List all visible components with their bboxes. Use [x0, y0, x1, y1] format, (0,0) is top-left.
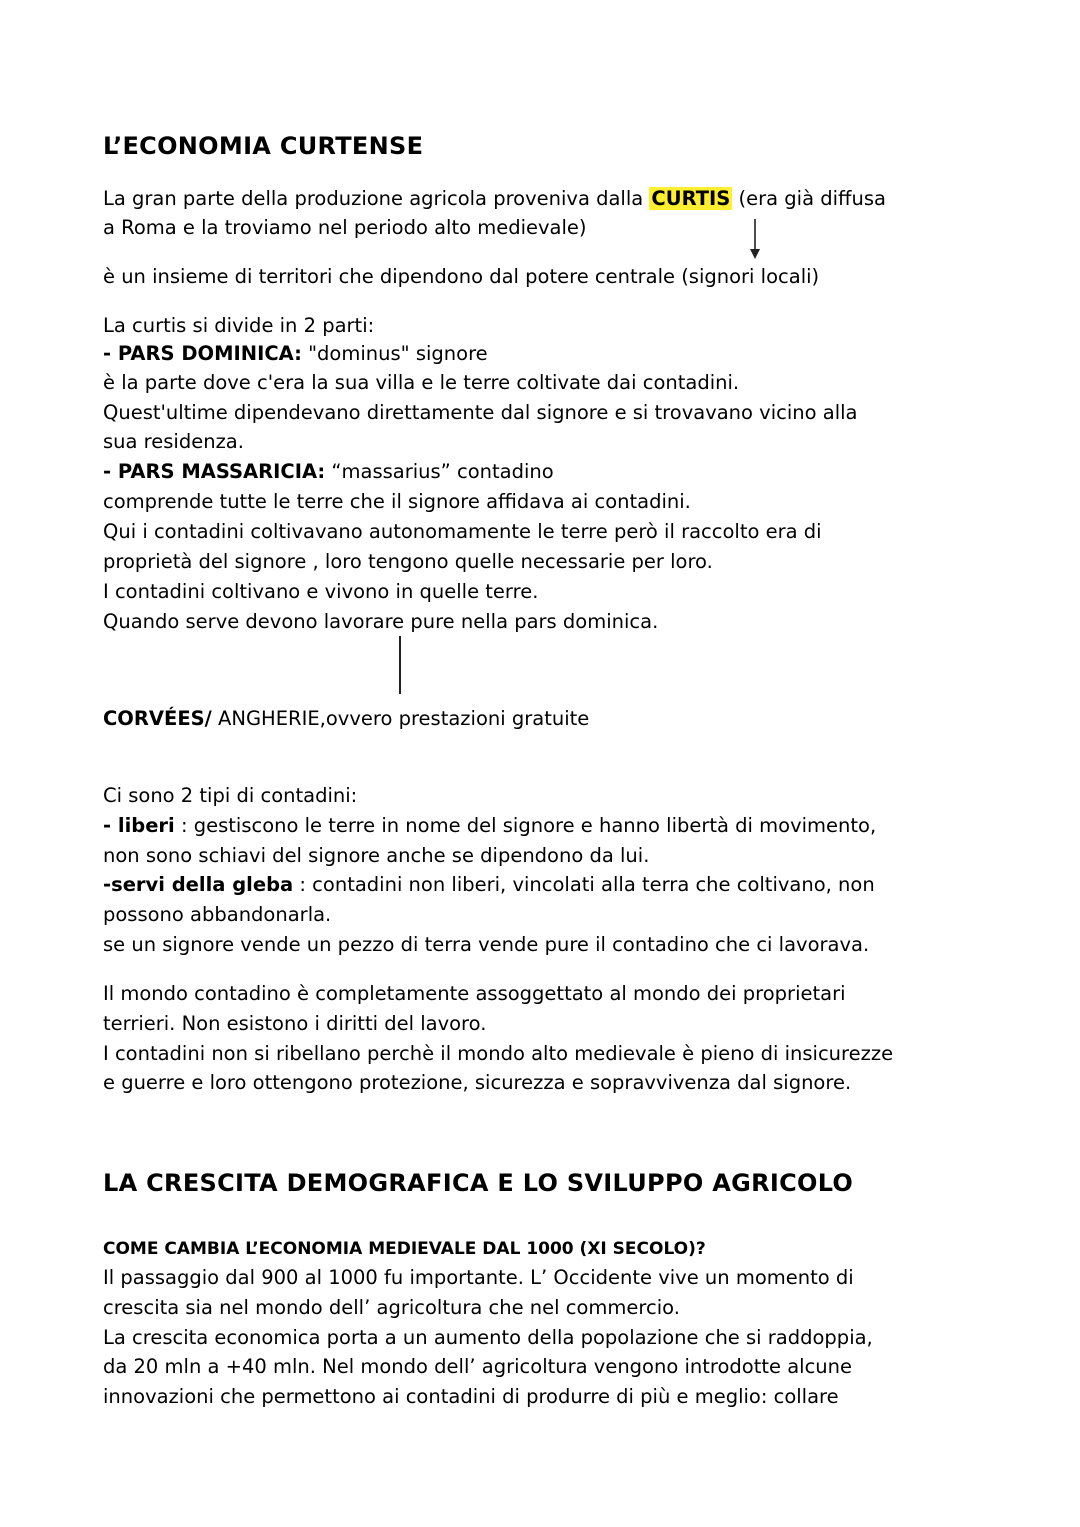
corvees-line: CORVÉES/ ANGHERIE,ovvero prestazioni gratuite [103, 707, 590, 730]
curtis-definition: è un insieme di territori che dipendono dal potere centrale (signori locali) [103, 265, 820, 288]
intro-line-2: a Roma e la troviamo nel periodo alto medievale) [103, 216, 587, 239]
section2-line-1: Il passaggio dal 900 al 1000 fu importante. L’ Occidente vive un momento di [103, 1266, 854, 1289]
servi-line-1: -servi della gleba : contadini non liberi, vincolati alla terra che coltivano, non [103, 873, 875, 896]
section-title-economia-curtense: L’ECONOMIA CURTENSE [103, 132, 424, 160]
section2-line-5: innovazioni che permettono ai contadini di produrre di più e meglio: collare [103, 1385, 839, 1408]
down-arrow-icon [749, 219, 761, 259]
servi-line-2: possono abbandonarla. [103, 903, 332, 926]
section-title-crescita-demografica: LA CRESCITA DEMOGRAFICA E LO SVILUPPO AGRICOLO [103, 1169, 854, 1197]
pars-massaricia-line-2: Qui i contadini coltivavano autonomamente le terre però il raccolto era di [103, 520, 822, 543]
section2-line-4: da 20 mln a +40 mln. Nel mondo dell’ agricoltura vengono introdotte alcune [103, 1355, 853, 1378]
pars-dominica-line-2: Quest'ultime dipendevano direttamente dal signore e si trovavano vicino alla [103, 401, 858, 424]
pars-massaricia-line-5: Quando serve devono lavorare pure nella pars dominica. [103, 610, 659, 633]
pars-dominica-line-1: è la parte dove c'era la sua villa e le terre coltivate dai contadini. [103, 371, 740, 394]
servi-line-3: se un signore vende un pezzo di terra vende pure il contadino che ci lavorava. [103, 933, 870, 956]
world-line-4: e guerre e loro ottengono protezione, sicurezza e sopravvivenza dal signore. [103, 1071, 852, 1094]
intro-line-1: La gran parte della produzione agricola proveniva dalla CURTIS (era già diffusa [103, 187, 886, 210]
pars-dominica-line-3: sua residenza. [103, 430, 244, 453]
pars-dominica-heading: - PARS DOMINICA: "dominus" signore [103, 342, 488, 365]
parts-intro: La curtis si divide in 2 parti: [103, 314, 375, 337]
liberi-line-1: - liberi : gestiscono le terre in nome del signore e hanno libertà di movimento, [103, 814, 877, 837]
highlight-curtis: CURTIS [651, 187, 731, 210]
peasant-types-intro: Ci sono 2 tipi di contadini: [103, 784, 358, 807]
section2-line-2: crescita sia nel mondo dell’ agricoltura che nel commercio. [103, 1296, 680, 1319]
world-line-1: Il mondo contadino è completamente assoggettato al mondo dei proprietari [103, 982, 846, 1005]
world-line-3: I contadini non si ribellano perchè il mondo alto medievale è pieno di insicurezze [103, 1042, 894, 1065]
connector-line [399, 636, 401, 694]
liberi-line-2: non sono schiavi del signore anche se dipendono da lui. [103, 844, 650, 867]
pars-massaricia-heading: - PARS MASSARICIA: “massarius” contadino [103, 460, 554, 483]
section2-line-3: La crescita economica porta a un aumento della popolazione che si raddoppia, [103, 1326, 873, 1349]
pars-massaricia-line-4: I contadini coltivano e vivono in quelle terre. [103, 580, 539, 603]
section2-question: COME CAMBIA L’ECONOMIA MEDIEVALE DAL 1000 (XI SECOLO)? [103, 1239, 706, 1259]
world-line-2: terrieri. Non esistono i diritti del lavoro. [103, 1012, 487, 1035]
pars-massaricia-line-1: comprende tutte le terre che il signore affidava ai contadini. [103, 490, 691, 513]
pars-massaricia-line-3: proprietà del signore , loro tengono quelle necessarie per loro. [103, 550, 713, 573]
